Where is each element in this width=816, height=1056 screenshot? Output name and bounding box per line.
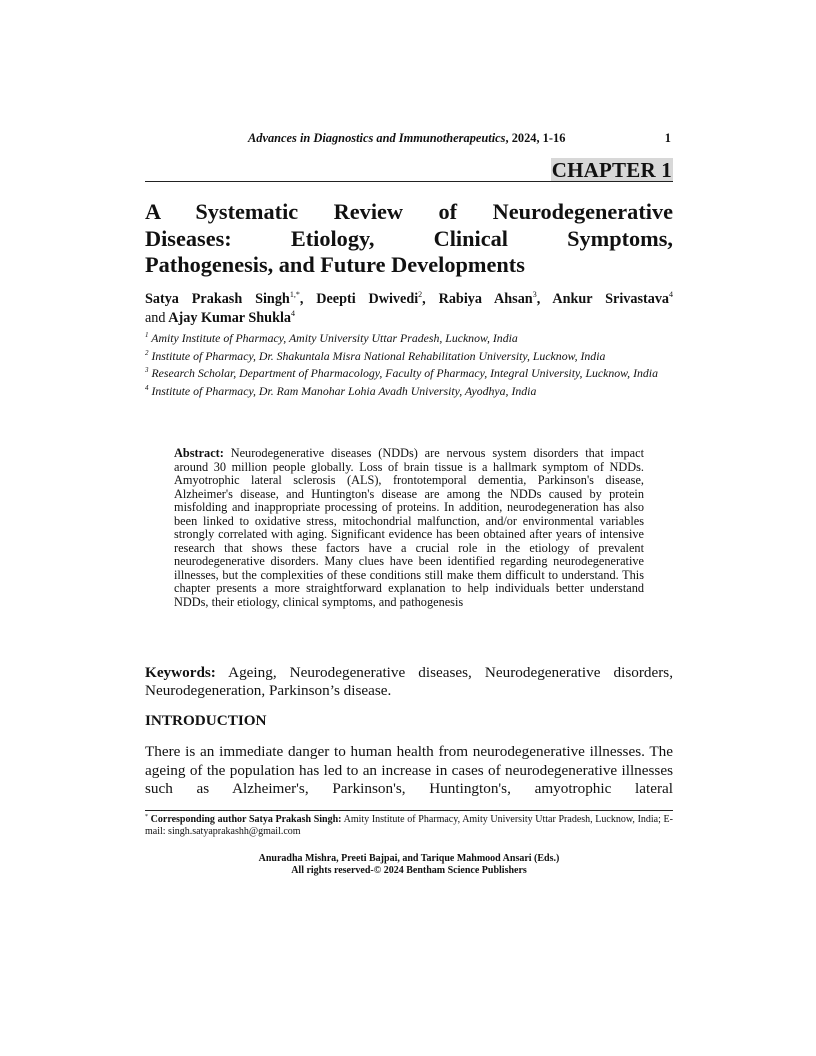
footnote-label: Corresponding author Satya Prakash Singh:: [150, 814, 342, 825]
author-affiliation-mark: 1,*: [289, 290, 300, 299]
introduction-paragraph: There is an immediate danger to human health from neurodegenerative illnesses. The ageing of the population has led to an increase in cases of neurodegenerative illnesses such as Alzheimer's, Parkinson's, Huntington's, amyotrophic lateral: [145, 743, 673, 798]
affiliation-mark: 3: [145, 366, 149, 374]
affiliation-mark: 1: [145, 331, 149, 339]
title-line-3: Pathogenesis, and Future Developments: [145, 252, 525, 277]
affiliation-text: Research Scholar, Department of Pharmacology, Faculty of Pharmacy, Integral University, Lucknow, India: [151, 366, 658, 380]
footnote-text: Amity Institute of Pharmacy, Amity University Uttar Pradesh, Lucknow, India; E-mail: singh.satyaprakashh@gmail.com: [145, 814, 673, 837]
title-line-1: A Systematic Review of Neurodegenerative: [145, 199, 673, 224]
copyright-notice: All rights reserved-© 2024 Bentham Science Publishers: [291, 864, 527, 876]
corresponding-author-footnote: [145, 814, 673, 837]
keywords-label: Keywords:: [145, 664, 216, 681]
affiliation-list: [145, 329, 673, 400]
author-line-1: Satya Prakash Singh$^{1,*}$, Deepti Dwivedi$^2$, Rabiya Ahsan$^3$, Ankur Srivastava$^4$: [145, 290, 674, 307]
affiliation-mark: 4: [145, 384, 149, 392]
author-conjunction: and: [145, 309, 166, 326]
affiliation-item: [145, 365, 673, 382]
author-name: Rabiya Ahsan: [438, 291, 533, 307]
chapter-divider: [145, 181, 673, 182]
affiliation-item: [145, 382, 673, 400]
journal-details: , 2024, 1-16: [505, 131, 566, 145]
affiliation-text: Institute of Pharmacy, Dr. Ram Manohar Lohia Avadh University, Ayodhya, India: [151, 384, 537, 398]
author-affiliation-mark: 2: [418, 290, 423, 299]
paper-title: [145, 199, 673, 279]
abstract-label: Abstract:: [174, 446, 224, 460]
affiliation-text: Amity Institute of Pharmacy, Amity University Uttar Pradesh, Lucknow, India: [151, 331, 518, 345]
keywords: [145, 664, 673, 700]
author-line-2: [145, 310, 295, 326]
abstract-text: Neurodegenerative diseases (NDDs) are nervous system disorders that impact around 30 million people globally. Loss of brain tissue is a hallmark symptom of NDDs. Amyotrophic lateral sclerosis (ALS), frontotemporal dementia, Parkinson's disease, Alzheimer's disease, and Huntington's disease are among the NDDs caused by protein misfolding and inappropriate processing of proteins. In addition, neurodegeneration has also been linked to oxidative stress, mitochondrial malfunction, and/or environmental variables strongly correlated with aging. Significant evidence has been obtained after years of intensive research that shows these factors have a crucial role in the etiology of prevalent neurodegenerative disorders. Many clues have been identified regarding neurodegenerative illnesses, but the complexities of these conditions still make them difficult to understand. This chapter presents a more straightforward explanation to help individuals better understand NDDs, their etiology, clinical symptoms, and pathogenesis: [174, 446, 644, 609]
journal-name: Advances in Diagnostics and Immunotherapeutics: [248, 131, 506, 145]
editors-credit: [145, 853, 673, 876]
section-heading-introduction: INTRODUCTION: [145, 712, 267, 729]
footnote-divider: [145, 810, 673, 811]
affiliation-item: [145, 329, 673, 347]
running-header: [145, 131, 673, 147]
page-number: 1: [664, 131, 671, 145]
journal-citation: [248, 131, 565, 146]
author-name: Ankur Srivastava: [552, 291, 670, 307]
abstract: [174, 447, 644, 609]
author-affiliation-mark: 4: [669, 290, 674, 299]
author-list: [145, 290, 673, 327]
footnote-mark: *: [145, 814, 148, 820]
author-name: Ajay Kumar Shukla: [168, 309, 291, 326]
author-name: Deepti Dwivedi: [316, 291, 419, 307]
chapter-label: CHAPTER 1: [551, 158, 672, 182]
title-line-2: Diseases: Etiology, Clinical Symptoms,: [145, 225, 673, 251]
affiliation-mark: 2: [145, 349, 149, 357]
affiliation-item: [145, 347, 673, 365]
author-affiliation-mark: 4: [291, 308, 295, 318]
keywords-text: Ageing, Neurodegenerative diseases, Neurodegenerative disorders, Neurodegeneration, Parkinson’s disease.: [145, 664, 673, 700]
author-name: Satya Prakash Singh: [145, 291, 290, 307]
author-affiliation-mark: 3: [532, 290, 537, 299]
affiliation-text: Institute of Pharmacy, Dr. Shakuntala Misra National Rehabilitation University, Lucknow, India: [151, 349, 606, 363]
editors-names: Anuradha Mishra, Preeti Bajpai, and Tarique Mahmood Ansari (Eds.): [258, 853, 560, 864]
